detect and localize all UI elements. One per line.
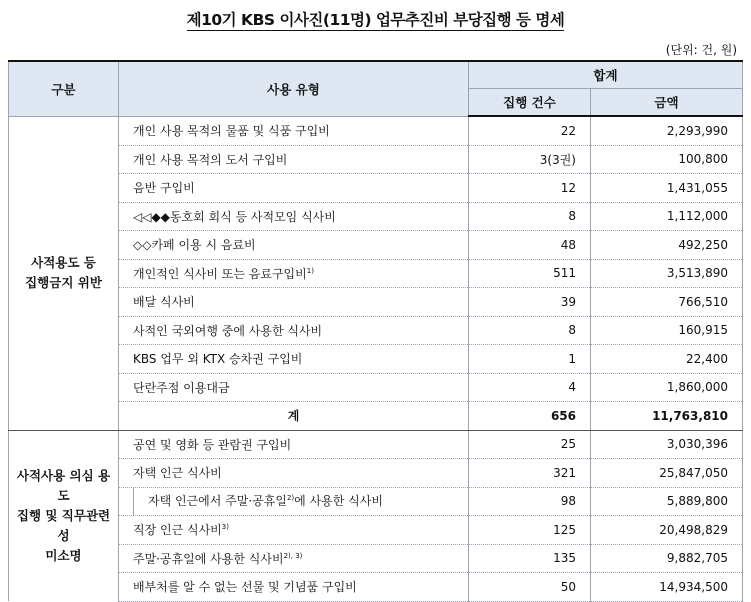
row-amount: 3,513,890 xyxy=(591,259,743,288)
subtotal-amount: 11,763,810 xyxy=(591,402,743,431)
row-count: 135 xyxy=(469,544,591,573)
table-row xyxy=(9,345,743,374)
row-type: 배달 식사비 xyxy=(119,288,469,317)
document-title xyxy=(0,8,751,30)
row-amount: 160,915 xyxy=(591,316,743,345)
footnote-ref: 3) xyxy=(221,523,229,532)
row-type: 개인 사용 목적의 도서 구입비 xyxy=(119,145,469,174)
row-count: 12 xyxy=(469,174,591,203)
table-row xyxy=(9,430,743,459)
table-row xyxy=(9,573,743,602)
row-count: 25 xyxy=(469,430,591,459)
row-type: 자택 인근 식사비 xyxy=(119,459,469,488)
row-count: 321 xyxy=(469,459,591,488)
row-amount: 100,800 xyxy=(591,145,743,174)
table-row xyxy=(9,487,743,516)
row-count: 48 xyxy=(469,231,591,260)
row-count: 4 xyxy=(469,373,591,402)
row-amount: 1,431,055 xyxy=(591,174,743,203)
row-type xyxy=(119,487,469,516)
row-type-text: 개인적인 식사비 또는 음료구입비 xyxy=(133,266,307,281)
section1-category-line2: 집행금지 위반 xyxy=(25,275,102,290)
row-type: 음반 구입비 xyxy=(119,174,469,203)
row-amount: 1,112,000 xyxy=(591,202,743,231)
row-type xyxy=(119,544,469,573)
row-type: ◇◇카페 이용 시 음료비 xyxy=(119,231,469,260)
table-row xyxy=(9,516,743,545)
row-amount: 9,882,705 xyxy=(591,544,743,573)
document-title-text: 제10기 KBS 이사진(11명) 업무추진비 부당집행 등 명세 xyxy=(186,11,565,29)
row-amount: 22,400 xyxy=(591,345,743,374)
row-amount: 1,860,000 xyxy=(591,373,743,402)
sub-item-divider xyxy=(133,488,134,515)
table-row xyxy=(9,145,743,174)
expense-table xyxy=(8,60,743,602)
table-row xyxy=(9,174,743,203)
section2-category xyxy=(9,430,119,601)
table-row xyxy=(9,259,743,288)
row-type: ◁◁◆◆동호회 회식 등 사적모임 식사비 xyxy=(119,202,469,231)
row-type: 공연 및 영화 등 관람권 구입비 xyxy=(119,430,469,459)
section1-category-line1: 사적용도 등 xyxy=(31,255,96,270)
row-amount: 2,293,990 xyxy=(591,116,743,145)
table-row xyxy=(9,288,743,317)
row-type xyxy=(119,516,469,545)
row-amount: 766,510 xyxy=(591,288,743,317)
row-type: KBS 업무 외 KTX 승차권 구입비 xyxy=(119,345,469,374)
row-amount: 14,934,500 xyxy=(591,573,743,602)
header-amount: 금액 xyxy=(591,89,743,117)
row-count: 22 xyxy=(469,116,591,145)
header-usage-type: 사용 유형 xyxy=(119,61,469,116)
row-amount: 25,847,050 xyxy=(591,459,743,488)
row-type: 사적인 국외여행 중에 사용한 식사비 xyxy=(119,316,469,345)
row-amount: 20,498,829 xyxy=(591,516,743,545)
section1-category xyxy=(9,116,119,430)
row-type-text: 직장 인근 식사비 xyxy=(133,523,222,538)
row-count: 50 xyxy=(469,573,591,602)
footnote-ref: 2), 3) xyxy=(283,551,303,560)
header-total: 합계 xyxy=(469,61,743,89)
row-count: 8 xyxy=(469,316,591,345)
row-type: 개인 사용 목적의 물품 및 식품 구입비 xyxy=(119,116,469,145)
header-category: 구분 xyxy=(9,61,119,116)
table-row xyxy=(9,316,743,345)
row-count: 3(3권) xyxy=(469,145,591,174)
row-count: 511 xyxy=(469,259,591,288)
row-amount: 492,250 xyxy=(591,231,743,260)
table-row xyxy=(9,459,743,488)
subtotal-count: 656 xyxy=(469,402,591,431)
header-count: 집행 건수 xyxy=(469,89,591,117)
table-row xyxy=(9,202,743,231)
row-type xyxy=(119,259,469,288)
row-count: 98 xyxy=(469,487,591,516)
row-amount: 3,030,396 xyxy=(591,430,743,459)
row-type: 단란주점 이용대금 xyxy=(119,373,469,402)
row-count: 1 xyxy=(469,345,591,374)
unit-label: (단위: 건, 원) xyxy=(665,43,737,57)
footnote-ref: 1) xyxy=(306,266,314,275)
section2-category-line3: 미소명 xyxy=(45,547,82,563)
row-type-tail: 에 사용한 식사비 xyxy=(294,493,383,508)
row-type-text: 자택 인근에서 주말·공휴일 xyxy=(148,493,287,508)
footnote-ref: 2) xyxy=(286,493,295,502)
row-amount: 5,889,800 xyxy=(591,487,743,516)
row-type: 배부처를 알 수 없는 선물 및 기념품 구입비 xyxy=(119,573,469,602)
table-row xyxy=(9,373,743,402)
row-count: 8 xyxy=(469,202,591,231)
row-count: 39 xyxy=(469,288,591,317)
section2-category-line2: 집행 및 직무관련성 xyxy=(16,507,111,543)
table-row xyxy=(9,544,743,573)
table-row xyxy=(9,116,743,145)
table-row xyxy=(9,231,743,260)
row-type-text: 주말·공휴일에 사용한 식사비 xyxy=(133,551,284,566)
row-count: 125 xyxy=(469,516,591,545)
subtotal-label: 계 xyxy=(119,402,469,431)
section2-category-line1: 사적사용 의심 용도 xyxy=(16,467,111,503)
subtotal-row xyxy=(9,402,743,431)
